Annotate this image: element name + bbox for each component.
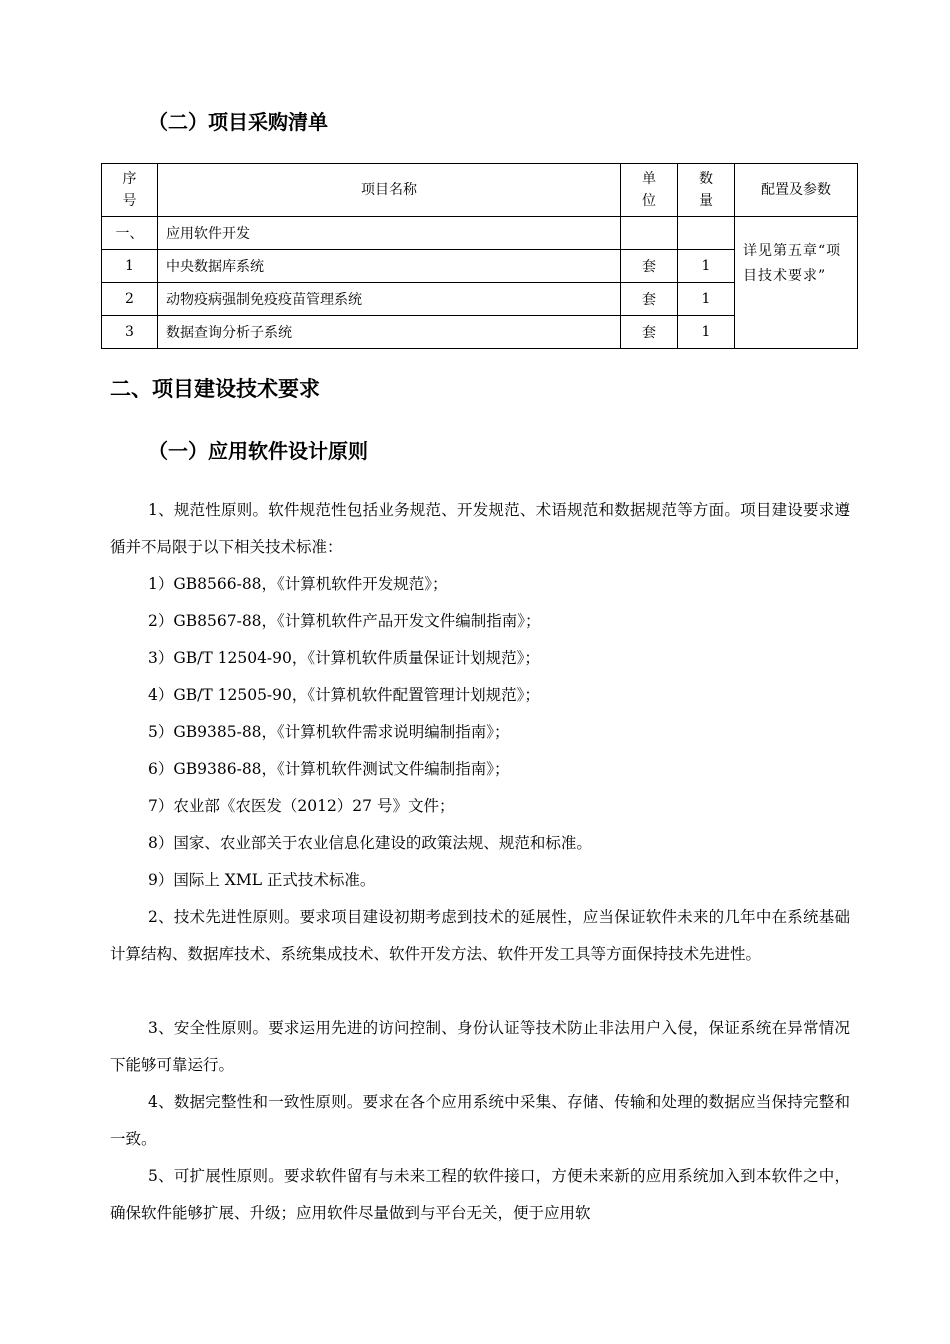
header-name: 项目名称 [158,164,621,217]
cell-seq: 2 [102,283,158,316]
cell-name: 应用软件开发 [158,217,621,250]
table-row [102,217,858,250]
header-config: 配置及参数 [735,164,858,217]
cell-qty [678,217,735,250]
cell-name: 中央数据库系统 [158,250,621,283]
cell-qty: 1 [678,316,735,349]
cell-name: 动物疫病强制免疫疫苗管理系统 [158,283,621,316]
purchase-table [101,163,858,349]
standard-item: 3）GB/T 12504-90，《计算机软件质量保证计划规范》； [148,649,540,667]
cell-unit: 套 [621,283,678,316]
standard-item: 4）GB/T 12505-90，《计算机软件配置管理计划规范》； [148,686,540,704]
standard-item: 1）GB8566-88，《计算机软件开发规范》； [148,575,448,593]
cell-unit [621,217,678,250]
cell-seq: 1 [102,250,158,283]
header-seq: 序 号 [102,164,158,217]
cell-seq: 一、 [102,217,158,250]
table-header-row [102,164,858,217]
cell-unit: 套 [621,250,678,283]
principle-5-paragraph: 5、可扩展性原则。要求软件留有与未来工程的软件接口，方便未来新的应用系统加入到本软件之中，确保软件能够扩展、升级；应用软件尽量做到与平台无关，便于应用软 [110,1167,850,1222]
principle-3-paragraph: 3、安全性原则。要求运用先进的访问控制、身份认证等技术防止非法用户入侵，保证系统在异常情况下能够可靠运行。 [110,1019,850,1074]
header-unit: 单 位 [621,164,678,217]
cell-qty: 1 [678,250,735,283]
standard-item: 2）GB8567-88，《计算机软件产品开发文件编制指南》； [148,612,541,630]
principle-2-paragraph: 2、技术先进性原则。要求项目建设初期考虑到技术的延展性，应当保证软件未来的几年中在系统基础计算结构、数据库技术、系统集成技术、软件开发方法、软件开发工具等方面保持技术先进性。 [110,908,850,963]
standard-item: 5）GB9385-88，《计算机软件需求说明编制指南》； [148,723,510,741]
standard-item: 9）国际上 XML 正式技术标准。 [148,871,376,889]
cell-config-note: 详见第五章“项目技术要求” [735,217,858,349]
principle-1-paragraph: 1、规范性原则。软件规范性包括业务规范、开发规范、术语规范和数据规范等方面。项目建设要求遵循并不局限于以下相关技术标准： [110,501,850,556]
cell-qty: 1 [678,283,735,316]
cell-unit: 套 [621,316,678,349]
heading-design-principles: （一）应用软件设计原则 [148,439,368,463]
cell-seq: 3 [102,316,158,349]
heading-tech-requirements: 二、项目建设技术要求 [110,377,320,401]
heading-purchase-list: （二）项目采购清单 [148,110,328,134]
standard-item: 8）国家、农业部关于农业信息化建设的政策法规、规范和标准。 [148,834,592,852]
header-qty: 数 量 [678,164,735,217]
principle-4-paragraph: 4、数据完整性和一致性原则。要求在各个应用系统中采集、存储、传输和处理的数据应当保持完整和一致。 [110,1093,850,1148]
cell-name: 数据查询分析子系统 [158,316,621,349]
standard-item: 7）农业部《农医发（2012）27 号》文件； [148,797,455,815]
standard-item: 6）GB9386-88，《计算机软件测试文件编制指南》； [148,760,510,778]
